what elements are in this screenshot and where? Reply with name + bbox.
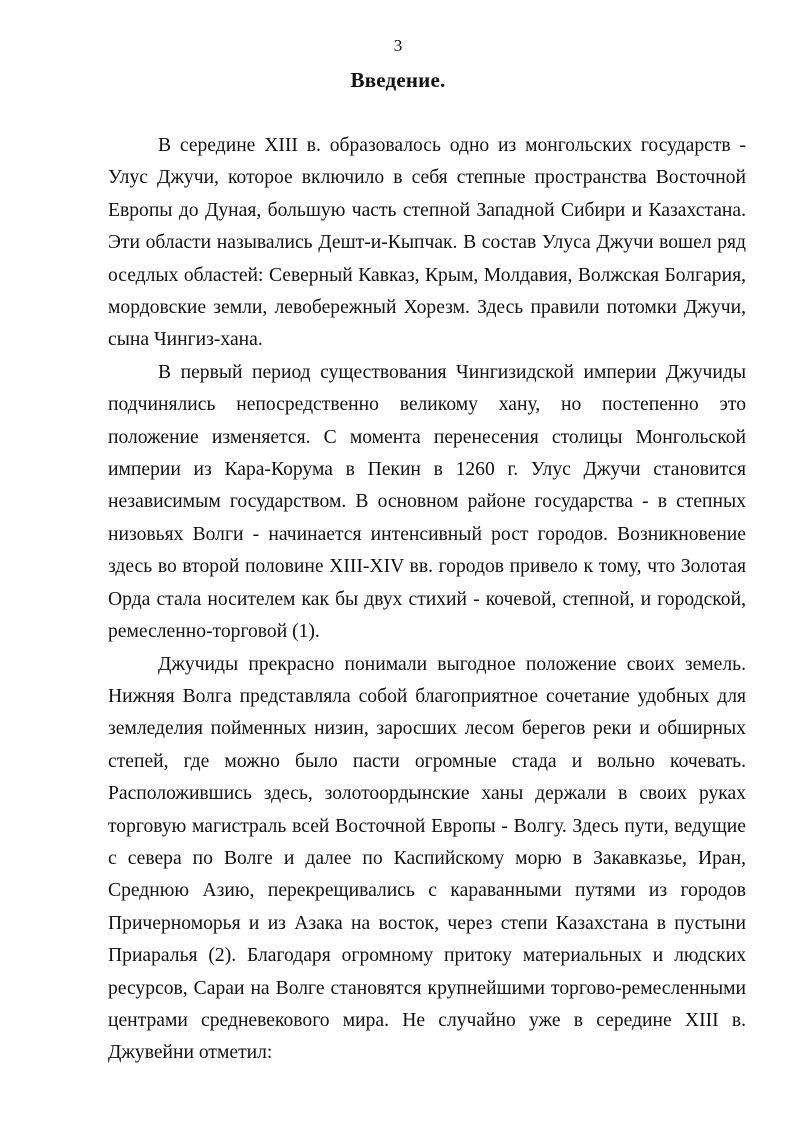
body-text <box>108 130 746 1070</box>
paragraph-2: В первый период существования Чингизидской империи Джучиды подчинялись непосредственно великому хану, но постепенно это положение изменяется. С момента перенесения столицы Монгольской империи из Кара-Корума в Пекин в 1260 г. Улус Джучи становится независимым государством. В основном районе государства - в степных низовьях Волги - начинается интенсивный рост городов. Возникновение здесь во второй половине XIII-XIV вв. городов привело к тому, что Золотая Орда стала носителем как бы двух стихий - кочевой, степной, и городской, ремесленно-торговой (1). <box>108 361 746 643</box>
page-number: 3 <box>393 36 403 55</box>
section-title: Введение. <box>350 68 446 92</box>
paragraph-3: Джучиды прекрасно понимали выгодное положение своих земель. Нижняя Волга представляла собой благоприятное сочетание удобных для земледелия пойменных низин, заросших лесом берегов реки и обширных степей, где можно было пасти огромные стада и вольно кочевать. Расположившись здесь, золотоордынские ханы держали в своих руках торговую магистраль всей Восточной Европы - Волгу. Здесь пути, ведущие с севера по Волге и далее по Каспийскому морю в Закавказье, Иран, Среднюю Азию, перекрещивались с караванными путями из городов Причерноморья и из Азака на восток, через степи Казахстана в пустыни Приаралья (2). Благодаря огромному притоку материальных и людских ресурсов, Сараи на Волге становятся крупнейшими торгово-ремесленными центрами средневекового мира. Не случайно уже в середине XIII в. Джувейни отметил: <box>108 653 746 1064</box>
paragraph-1: В середине XIII в. образовалось одно из монгольских государств - Улус Джучи, которое включило в себя степные пространства Восточной Европы до Дуная, большую часть степной Западной Сибири и Казахстана. Эти области назывались Дешт-и-Кыпчак. В состав Улуса Джучи вошел ряд оседлых областей: Северный Кавказ, Крым, Молдавия, Волжская Болгария, мордовские земли, левобережный Хорезм. Здесь правили потомки Джучи, сына Чингиз-хана. <box>108 135 746 351</box>
